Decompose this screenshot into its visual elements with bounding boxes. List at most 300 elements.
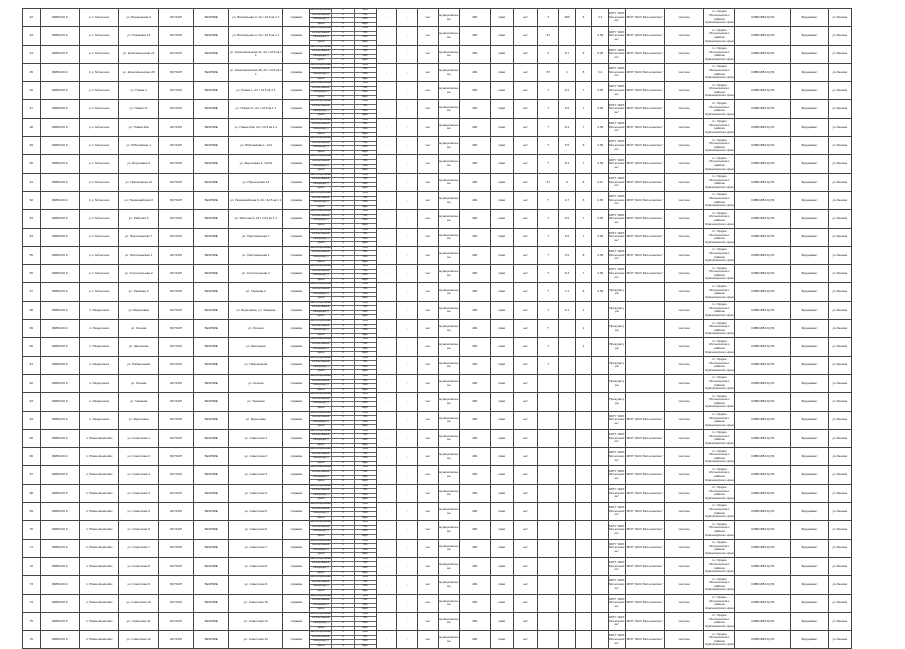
utility-subcell: 0	[332, 104, 353, 109]
cell-field-b: -	[397, 45, 418, 63]
utility-subcell: коллективный	[310, 616, 331, 621]
cell-right: прав	[490, 210, 513, 228]
utility-subcell: вентиляционный	[310, 282, 332, 286]
cell-metric-4	[592, 393, 609, 411]
cell-field-d: нет	[513, 466, 538, 484]
cell-organization: МУП "ЖКХ Мотыгинское"	[608, 484, 625, 502]
cell-metric-1: ?	[538, 301, 559, 319]
cell-metric-3: 7	[575, 228, 592, 246]
cell-unique-id: 5Е4Н98Е	[194, 557, 229, 575]
utility-subcell: ВДО	[355, 77, 376, 82]
utility-subcell: 0	[332, 54, 353, 59]
cell-organization: МУП "ЖКХ Мотыгинское"	[608, 466, 625, 484]
cell-ownership-type: муниципальная	[438, 448, 459, 466]
cell-field-b: -	[397, 301, 418, 319]
cell-field-d: нет	[513, 374, 538, 392]
cell-oktmo-code: 0485(1853.0)-П1	[735, 283, 791, 301]
utility-subcell: ВДО	[355, 168, 376, 173]
cell-fias-code: DF7F4H	[158, 484, 193, 502]
cell-settlement: р.п. Мотыгино	[80, 118, 119, 136]
cell-organization-2: МУП "ЖКХ Мотыгинское"	[625, 82, 664, 100]
cell-area: 430	[459, 612, 490, 630]
utility-subcell: ЭЛЕ	[362, 411, 368, 414]
utility-subcell: Резервуар(т)	[310, 72, 331, 77]
utility-subcell: ЭЛЕ	[362, 575, 368, 579]
cell-field-b: -	[397, 9, 418, 27]
utility-subcell: ВДО	[355, 461, 376, 466]
utility-subcell: ГВС	[355, 507, 376, 512]
utility-subcell: вентиляционный	[310, 26, 332, 30]
cell-oktmo-code: 0485(1853.0)-П1	[735, 265, 791, 283]
cell-ownership-type: муниципальная	[438, 173, 459, 191]
cell-ownership-type: муниципальная	[438, 466, 459, 484]
cell-extra-1: Фундамент	[791, 63, 828, 81]
utility-subcell: коллективный	[310, 13, 331, 18]
cell-address: ул. Березовая, ул. Таежная	[229, 301, 283, 319]
cell-area: 430	[459, 429, 490, 447]
cell-area: 430	[459, 521, 490, 539]
utility-subcell: ХВС	[355, 475, 376, 480]
cell-field-c: нет	[418, 320, 439, 338]
table-row	[23, 612, 884, 630]
cell-row-number: 55	[23, 246, 41, 264]
utility-subcell: ХВС	[355, 456, 376, 461]
utility-subcell: 0	[332, 360, 353, 365]
utility-subcell: сдачи	[310, 406, 331, 411]
cell-extra-1: Фундамент	[791, 594, 828, 612]
utility-subcell: 0	[332, 145, 353, 150]
cell-region: п.г. Орджо Мотыгинского района Красноярского края	[704, 374, 735, 392]
utility-subcell: вентиляционный	[310, 356, 332, 359]
cell-doc-form: справка	[283, 45, 310, 63]
cell-street: ул. Новая 1	[119, 82, 158, 100]
utility-subcell: вентиляционный	[310, 99, 332, 103]
cell-metric-3	[575, 521, 592, 539]
utility-subcell: 0	[342, 209, 344, 213]
cell-row-number: 74	[23, 594, 41, 612]
cell-region: п.г. Орджо Мотыгинского района Красноярского края	[704, 228, 735, 246]
utility-subcell: 0	[332, 269, 353, 274]
utility-subcell: 0	[332, 571, 353, 576]
cell-row-number: 48	[23, 118, 41, 136]
cell-fias-code: DF7F4H	[158, 173, 193, 191]
cell-region: п.г. Орджо Мотыгинского района Красноярского края	[704, 155, 735, 173]
cell-region: п.г. Орджо Мотыгинского района Красноярского края	[704, 539, 735, 557]
cell-utilities-block	[310, 27, 376, 45]
cell-extra-2: ул.Ленина	[828, 448, 851, 466]
cell-manager: частное	[664, 173, 703, 191]
cell-extra-2: ул.Ленина	[828, 191, 851, 209]
table-row	[23, 539, 884, 557]
cell-utilities-block	[310, 374, 376, 392]
cell-metric-2: 5.5	[559, 137, 576, 155]
cell-metric-4: 4.05	[592, 45, 609, 63]
cell-manager: частное	[664, 576, 703, 594]
cell-row-number: 59	[23, 320, 41, 338]
utility-subcell: вентиляционный	[310, 411, 332, 414]
cell-oktmo-code: 0485(1853.0)-П1	[735, 45, 791, 63]
cell-street: ул. Партизанская 1	[119, 246, 158, 264]
cell-utilities-block	[310, 539, 376, 557]
cell-street: ул. Советская 10	[119, 594, 158, 612]
cell-utilities-block	[310, 411, 376, 429]
utility-subcell: ЭЛЕ	[362, 319, 368, 323]
utility-subcell: 0	[332, 164, 353, 169]
cell-field-a: -	[376, 45, 397, 63]
table-row	[23, 210, 884, 228]
cell-field-c: нет	[418, 100, 439, 118]
cell-street: ул. Набережная	[119, 356, 158, 374]
cell-oktmo-code: 0485(1853.0)-П1	[735, 484, 791, 502]
utility-subcell: 0	[332, 397, 353, 402]
utility-subcell: ХВС	[355, 164, 376, 169]
utility-subcell: 0	[332, 566, 353, 571]
utility-subcell: сдачи	[310, 461, 331, 466]
utility-subcell: 0	[342, 392, 344, 396]
utility-subcell: вентиляционный	[310, 392, 332, 396]
cell-address: ул. Советская 5	[229, 503, 283, 521]
cell-metric-1	[538, 393, 559, 411]
utility-subcell: вентиляционный	[310, 484, 332, 487]
cell-metric-2	[559, 356, 576, 374]
utility-subcell: ВДО	[355, 205, 376, 210]
cell-doc-form: справка	[283, 557, 310, 575]
cell-right: прав	[490, 118, 513, 136]
cell-organization: МУП "ЖКХ Мотыгинское"	[608, 429, 625, 447]
utility-subcell: ЭЛЕ	[362, 191, 368, 194]
utility-subcell: 0	[342, 502, 344, 506]
utility-subcell: сдачи	[310, 260, 331, 265]
cell-metric-1	[538, 466, 559, 484]
utility-subcell: ГВС	[355, 67, 376, 72]
cell-fias-code: DF7F4H	[158, 118, 193, 136]
cell-field-a: -	[376, 411, 397, 429]
cell-oktmo-code: 0485(1853.0)-П1	[735, 191, 791, 209]
cell-ownership-type: муниципальная	[438, 45, 459, 63]
cell-field-d: нет	[513, 155, 538, 173]
cell-street: ул. Школьная	[119, 338, 158, 356]
utility-subcell: вентиляционный	[310, 429, 332, 432]
utility-subcell: ХВС	[355, 383, 376, 388]
cell-object-code: 80800.00.0	[40, 9, 79, 27]
utility-subcell: коллективный	[310, 214, 331, 219]
cell-address: ул. Набережная	[229, 356, 283, 374]
cell-field-c: нет	[418, 594, 439, 612]
utility-subcell: ГВС	[355, 379, 376, 384]
cell-oktmo-code: 0485(1853.0)-П1	[735, 338, 791, 356]
utility-subcell: вентиляционный	[310, 8, 332, 11]
cell-metric-1	[538, 576, 559, 594]
cell-fias-code: DF7F4H	[158, 45, 193, 63]
cell-manager: частное	[664, 82, 703, 100]
utility-subcell: 0	[332, 598, 353, 603]
cell-extra-2: ул.Ленина	[828, 301, 851, 319]
utility-subcell: 0	[332, 168, 353, 173]
cell-metric-4	[592, 612, 609, 630]
cell-street: ул. Комсомольская 21	[119, 45, 158, 63]
cell-region: п.г. Орджо Мотыгинского района Красноярского края	[704, 612, 735, 630]
utility-subcell: ВДО	[355, 479, 376, 484]
utility-subcell: 0	[332, 95, 353, 100]
cell-area: 430	[459, 246, 490, 264]
cell-utilities-block	[310, 173, 376, 191]
cell-field-a: -	[376, 27, 397, 45]
utility-subcell: ГВС	[355, 250, 376, 255]
cell-settlement: п. Южно-Енисейск	[80, 612, 119, 630]
cell-organization-2: МУП "ЖКХ Мотыгинское"	[625, 612, 664, 630]
utility-subcell: ВДО	[355, 58, 376, 63]
cell-address: ул. Советская 11	[229, 612, 283, 630]
utility-subcell: ВДО	[355, 424, 376, 429]
cell-oktmo-code: 0485(1853.0)-П1	[735, 82, 791, 100]
cell-metric-3	[575, 612, 592, 630]
cell-field-b: -	[397, 393, 418, 411]
cell-extra-2: ул.Ленина	[828, 63, 851, 81]
cell-oktmo-code: 0485(1853.0)-П1	[735, 557, 791, 575]
cell-row-number: 63	[23, 393, 41, 411]
cell-address: ул. Новая 17, 24 / 1d 5 кв.1 1	[229, 100, 283, 118]
cell-organization-2: МУП "ЖКХ Мотыгинское"	[625, 484, 664, 502]
utility-subcell: ГВС	[355, 598, 376, 603]
cell-ownership-type: муниципальная	[438, 155, 459, 173]
utility-subcell: 0	[342, 612, 344, 615]
cell-unique-id: 5Е4Н98Е	[194, 82, 229, 100]
cell-metric-4	[592, 411, 609, 429]
cell-oktmo-code: 0485(1853.0)-П1	[735, 631, 791, 649]
cell-doc-form: справка	[283, 576, 310, 594]
utility-subcell: вентиляционный	[310, 575, 332, 579]
utility-subcell: ХВС	[355, 493, 376, 498]
cell-field-a: -	[376, 521, 397, 539]
utility-subcell: ВДО	[355, 186, 376, 191]
cell-ownership-type: муниципальная	[438, 228, 459, 246]
utility-subcell: ЭЛЕ	[362, 246, 368, 249]
cell-oktmo-code: 0485(1853.0)-П1	[735, 448, 791, 466]
cell-right: прав	[490, 100, 513, 118]
cell-utilities-block	[310, 45, 376, 63]
cell-manager: частное	[664, 356, 703, 374]
utility-subcell: 0	[332, 379, 353, 384]
cell-fias-code: DF7F4H	[158, 356, 193, 374]
utility-subcell: Резервуар(т)	[310, 493, 331, 498]
utility-subcell: 0	[342, 81, 344, 85]
cell-ownership-type: муниципальная	[438, 503, 459, 521]
cell-field-a: -	[376, 466, 397, 484]
cell-metric-1: ?	[538, 155, 559, 173]
utility-subcell: ХВС	[355, 218, 376, 223]
cell-field-a: -	[376, 503, 397, 521]
cell-row-number: 45	[23, 63, 41, 81]
utility-subcell: ЭЛЕ	[362, 118, 368, 121]
utility-subcell: 0	[332, 383, 353, 388]
table-row	[23, 265, 884, 283]
utility-subcell: сдачи	[310, 40, 331, 45]
utility-subcell: Резервуар(т)	[310, 529, 331, 534]
cell-object-code: 80800.00.0	[40, 356, 79, 374]
utility-subcell: ВДО	[355, 644, 376, 649]
utility-subcell: ГВС	[355, 561, 376, 566]
cell-right: прав	[490, 27, 513, 45]
cell-field-c: нет	[418, 374, 439, 392]
cell-organization-2: МУП "ЖКХ Мотыгинское"	[625, 503, 664, 521]
utility-subcell: ЭЛЕ	[362, 447, 368, 451]
cell-region: п.г. Орджо Мотыгинского района Красноярского края	[704, 82, 735, 100]
cell-utilities-block	[310, 393, 376, 411]
cell-field-a: -	[376, 137, 397, 155]
cell-street: ул. Юбилейная 1	[119, 137, 158, 155]
cell-unique-id: 5Е4Н98Е	[194, 137, 229, 155]
cell-organization-2: МУП "ЖКХ Мотыгинское"	[625, 210, 664, 228]
cell-metric-1: ?	[538, 210, 559, 228]
cell-metric-2: 5.3	[559, 155, 576, 173]
utility-subcell: ГВС	[355, 415, 376, 420]
cell-field-d: нет	[513, 448, 538, 466]
cell-unique-id: 5Е4Н98Е	[194, 374, 229, 392]
table-row	[23, 100, 884, 118]
utility-subcell: ГВС	[355, 232, 376, 237]
cell-extra-1: Фундамент	[791, 631, 828, 649]
cell-address: ул. Березовая 2, 1/2 Ш	[229, 155, 283, 173]
cell-metric-3: 7	[575, 118, 592, 136]
utility-subcell: сдачи	[310, 607, 331, 612]
cell-settlement: п. Раздолинск	[80, 301, 119, 319]
cell-metric-3	[575, 27, 592, 45]
cell-extra-2: ул.Ленина	[828, 503, 851, 521]
cell-organization-2: МУП "ЖКХ Мотыгинское"	[625, 448, 664, 466]
cell-metric-1	[538, 594, 559, 612]
cell-region: п.г. Орджо Мотыгинского района Красноярского края	[704, 521, 735, 539]
cell-row-number: 52	[23, 191, 41, 209]
cell-metric-4: 4.35	[592, 82, 609, 100]
utility-subcell: Резервуар(т)	[310, 292, 331, 297]
cell-field-c: нет	[418, 265, 439, 283]
cell-field-d: нет	[513, 45, 538, 63]
utility-subcell: вентиляционный	[310, 594, 332, 597]
utility-subcell: ВДО	[355, 552, 376, 557]
cell-metric-3: 7	[575, 100, 592, 118]
cell-metric-1	[538, 411, 559, 429]
cell-right: прав	[490, 283, 513, 301]
table-row	[23, 27, 884, 45]
utility-subcell: Резервуар(т)	[310, 365, 331, 370]
cell-doc-form: справка	[283, 63, 310, 81]
cell-region: п.г. Орджо Мотыгинского района Красноярского края	[704, 338, 735, 356]
utility-subcell: ЭЛЕ	[362, 63, 368, 66]
utility-subcell: ВДО	[355, 534, 376, 539]
cell-unique-id: 5Е4Н98Е	[194, 283, 229, 301]
cell-street: ул. Советская 12	[119, 631, 158, 649]
cell-manager: частное	[664, 265, 703, 283]
cell-object-code: 80800.00.0	[40, 283, 79, 301]
utility-subcell: ГВС	[355, 122, 376, 127]
cell-organization: МУП "ЖКХ Мотыгинское"	[608, 503, 625, 521]
utility-subcell: ЭЛЕ	[362, 8, 368, 11]
cell-area: 430	[459, 594, 490, 612]
utility-subcell: 0	[332, 548, 353, 553]
cell-extra-1: Фундамент	[791, 338, 828, 356]
utility-subcell: ВДО	[355, 296, 376, 301]
cell-metric-3: 7	[575, 82, 592, 100]
cell-metric-4: 3.4	[592, 63, 609, 81]
cell-utilities-block	[310, 265, 376, 283]
cell-utilities-block	[310, 283, 376, 301]
cell-field-a: -	[376, 9, 397, 27]
utility-subcell: Резервуар(т)	[310, 566, 331, 571]
utility-subcell: 0	[342, 191, 344, 194]
cell-unique-id: 5Е4Н98Е	[194, 118, 229, 136]
cell-street: ул. Советская 7	[119, 539, 158, 557]
cell-organization-2: МУП "ЖКХ Мотыгинское"	[625, 265, 664, 283]
cell-region: п.г. Орджо Мотыгинского района Красноярского края	[704, 503, 735, 521]
utility-subcell: вентиляционный	[310, 301, 332, 304]
table-row	[23, 137, 884, 155]
cell-unique-id: 5Е4Н98Е	[194, 594, 229, 612]
cell-organization: МУП "ЖКХ Мотыгинское"	[608, 631, 625, 649]
cell-doc-form: справка	[283, 265, 310, 283]
cell-row-number: 62	[23, 374, 41, 392]
cell-field-d: нет	[513, 100, 538, 118]
cell-doc-form: справка	[283, 283, 310, 301]
cell-region: п.г. Орджо Мотыгинского района Красноярского края	[704, 246, 735, 264]
utility-subcell: ЭЛЕ	[362, 301, 368, 304]
utility-subcell: ВДО	[355, 607, 376, 612]
cell-manager: частное	[664, 612, 703, 630]
utility-subcell: ВДО	[355, 571, 376, 576]
utility-subcell: ЭЛЕ	[362, 209, 368, 213]
cell-extra-1: Фундамент	[791, 374, 828, 392]
cell-organization: МУП "ЖКХ Мотыгинское"	[608, 576, 625, 594]
utility-subcell: 0	[332, 127, 353, 132]
utility-subcell: коллективный	[310, 104, 331, 109]
cell-metric-1	[538, 539, 559, 557]
cell-doc-form: справка	[283, 429, 310, 447]
utility-subcell: 0	[332, 260, 353, 265]
cell-field-c: нет	[418, 210, 439, 228]
cell-metric-3	[575, 374, 592, 392]
cell-organization: МУП "ЖКХ Мотыгинское"	[608, 45, 625, 63]
utility-subcell: 0	[332, 584, 353, 589]
utility-subcell: 0	[332, 507, 353, 512]
cell-address: ул. Лесная	[229, 320, 283, 338]
utility-subcell: коллективный	[310, 488, 331, 493]
utility-subcell: ЭЛЕ	[362, 594, 368, 597]
cell-ownership-type: муниципальная	[438, 411, 459, 429]
cell-metric-4	[592, 557, 609, 575]
cell-right: прав	[490, 631, 513, 649]
cell-metric-3: 7	[575, 265, 592, 283]
utility-subcell: Резервуар(т)	[310, 127, 331, 132]
cell-doc-form: справка	[283, 393, 310, 411]
utility-subcell: ВДО	[355, 516, 376, 521]
cell-row-number: 47	[23, 100, 41, 118]
cell-metric-4: 4.35	[592, 118, 609, 136]
cell-field-c: нет	[418, 338, 439, 356]
cell-settlement: р.п. Мотыгино	[80, 210, 119, 228]
cell-object-code: 80800.00.0	[40, 82, 79, 100]
cell-metric-4	[592, 301, 609, 319]
cell-oktmo-code: 0485(1853.0)-П1	[735, 594, 791, 612]
table-row	[23, 557, 884, 575]
cell-metric-2: 6.6	[559, 100, 576, 118]
utility-subcell: ХВС	[355, 639, 376, 644]
cell-metric-2: 6.5	[559, 246, 576, 264]
cell-street: ул. Лесная	[119, 374, 158, 392]
cell-manager: частное	[664, 301, 703, 319]
cell-address: ул. Советская 2	[229, 448, 283, 466]
cell-row-number: 46	[23, 82, 41, 100]
utility-subcell: 0	[332, 443, 353, 448]
utility-subcell: ВДО	[355, 497, 376, 502]
